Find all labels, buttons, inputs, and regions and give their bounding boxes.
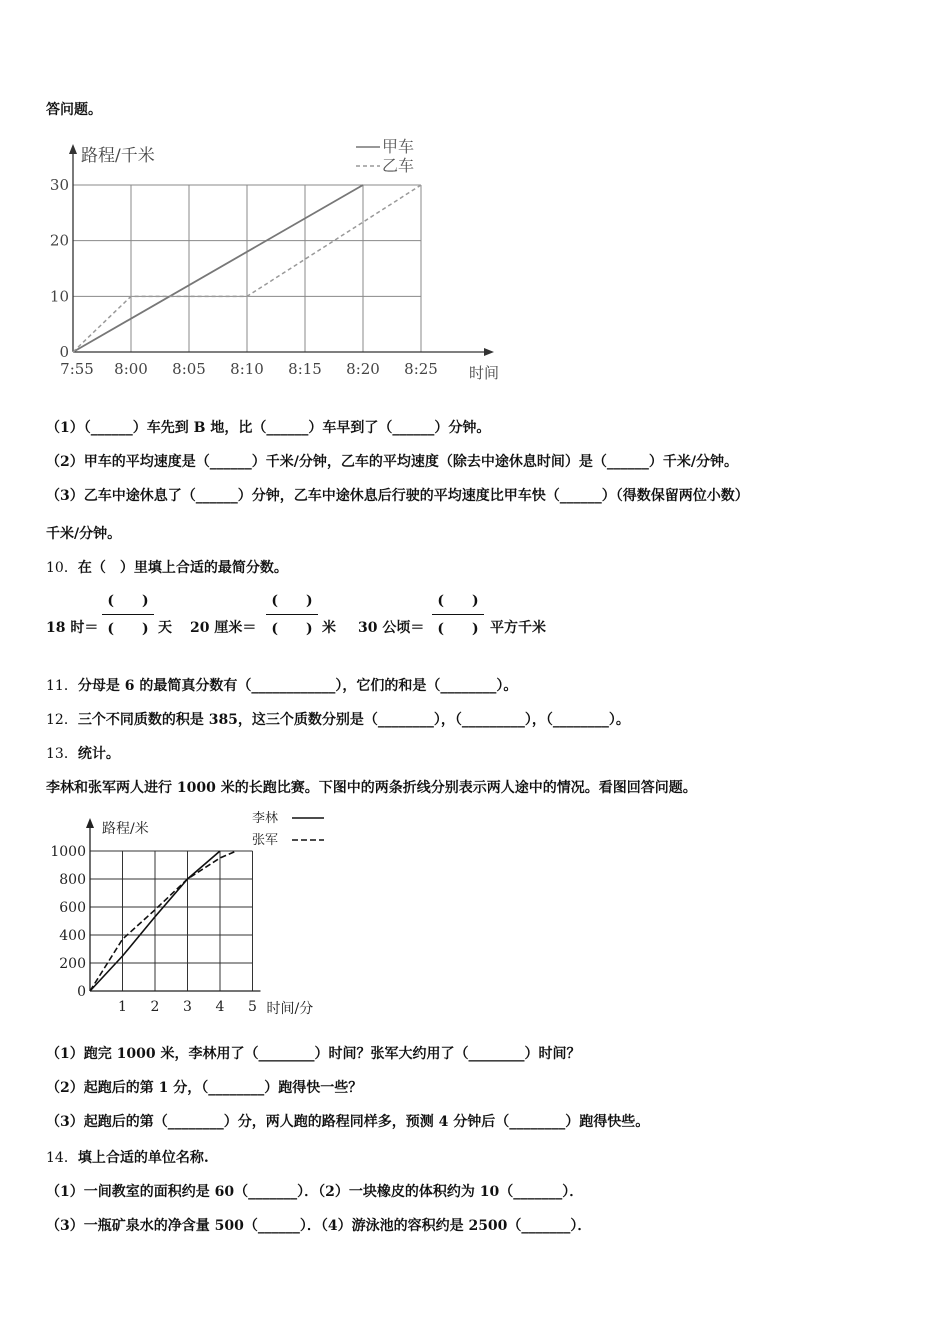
q10-item1-unit: 天 bbox=[158, 620, 172, 636]
q10-item1-numerator: ( ) bbox=[107, 593, 149, 609]
chart2-grid bbox=[90, 851, 253, 991]
q14-text: 填上合适的单位名称. bbox=[77, 1150, 209, 1166]
intro-text: 答问题。 bbox=[46, 102, 102, 118]
chart-car-distance bbox=[50, 128, 520, 390]
q10-item3-left: 30 公顷＝ bbox=[358, 620, 425, 636]
q10-item3-fraction-bar bbox=[432, 614, 484, 615]
chart1-x-tick-label: 8:25 bbox=[404, 360, 438, 378]
chart1-grid bbox=[73, 185, 421, 352]
chart1-x-tick-label: 8:00 bbox=[114, 360, 148, 378]
q11 bbox=[46, 676, 517, 696]
q13-text: 统计。 bbox=[77, 746, 120, 762]
q10-item2-unit: 米 bbox=[322, 620, 336, 636]
chart1-legend-yi-label: 乙车 bbox=[382, 156, 415, 175]
chart2-legend-zhangjun-label: 张军 bbox=[252, 833, 279, 848]
chart2-y-tick-label: 200 bbox=[59, 956, 86, 972]
q12-text: 三个不同质数的积是 385，这三个质数分别是（________），（_________），（________）。 bbox=[77, 712, 630, 728]
chart2-x-tick-label: 1 bbox=[118, 999, 127, 1015]
q14-number: 14． bbox=[46, 1150, 78, 1166]
chart2-y-tick-label: 1000 bbox=[50, 844, 86, 860]
chart1-x-tick-label: 8:10 bbox=[230, 360, 264, 378]
q14-line1: （1）一间教室的面积约是 60（_______）．（2）一块橡皮的体积约为 10（_______）． bbox=[46, 1184, 584, 1200]
q10-title bbox=[46, 558, 288, 578]
q10-item2-numerator: ( ) bbox=[271, 593, 313, 609]
chart2-y-tick-label: 400 bbox=[59, 928, 86, 944]
q13-part1: （1）跑完 1000 米，李林用了（________）时间？张军大约用了（________）时间？ bbox=[46, 1046, 581, 1062]
chart2-y-tick-label: 800 bbox=[59, 872, 86, 888]
chart2-legend-lilin-label: 李林 bbox=[252, 811, 279, 826]
q12-number: 12． bbox=[46, 712, 78, 728]
chart2-axes bbox=[86, 818, 261, 991]
chart2-x-tick-label: 5 bbox=[248, 999, 257, 1015]
q10-text: 在（ ）里填上合适的最简分数。 bbox=[77, 560, 288, 576]
chart2-x-tick-label: 3 bbox=[183, 999, 192, 1015]
chart1-legend-jia-label: 甲车 bbox=[382, 137, 415, 156]
chart1-x-tick-label: 8:15 bbox=[288, 360, 322, 378]
q13 bbox=[46, 744, 120, 764]
chart1-y-tick-label: 10 bbox=[50, 287, 69, 306]
q12 bbox=[46, 710, 630, 730]
chart-race-distance bbox=[40, 806, 340, 1024]
chart1-y-tick-label: 0 bbox=[59, 343, 69, 361]
q9-part3a: （3）乙车中途休息了（______）分钟，乙车中途休息后行驶的平均速度比甲车快（______）（得数保留两位小数） bbox=[46, 488, 749, 504]
q13-part3: （3）起跑后的第（________）分，两人跑的路程同样多，预测 4 分钟后（________）跑得快些。 bbox=[46, 1114, 650, 1130]
q13-number: 13． bbox=[46, 746, 78, 762]
q9-part1: （1）（______）车先到 B 地，比（______）车早到了（______）分钟。 bbox=[46, 420, 491, 436]
q10-number: 10． bbox=[46, 560, 78, 576]
chart1-x-tick-label: 8:20 bbox=[346, 360, 380, 378]
q10-item3-denominator: ( ) bbox=[437, 621, 479, 637]
q14-line2: （3）一瓶矿泉水的净含量 500（______）．（4）游泳池的容积约是 2500（_______）． bbox=[46, 1218, 592, 1234]
q14 bbox=[46, 1148, 209, 1168]
chart2-x-axis-label: 时间/分 bbox=[266, 1001, 314, 1017]
q10-item3-numerator: ( ) bbox=[437, 593, 479, 609]
chart2-y-tick-label: 0 bbox=[77, 984, 86, 1000]
chart1-y-axis-label: 路程/千米 bbox=[81, 146, 155, 166]
chart2-x-tick-label: 4 bbox=[215, 999, 225, 1015]
chart1-x-tick-label: 7:55 bbox=[60, 360, 94, 378]
chart2-y-arrow bbox=[86, 818, 94, 828]
q10-item3-unit: 平方千米 bbox=[490, 620, 546, 636]
q10-item2-left: 20 厘米＝ bbox=[190, 620, 257, 636]
q13-description: 李林和张军两人进行 1000 米的长跑比赛。下图中的两条折线分别表示两人途中的情况。看图回答问题。 bbox=[46, 780, 697, 796]
q10-item1-denominator: ( ) bbox=[107, 621, 149, 637]
q13-part2: （2）起跑后的第 1 分，（________）跑得快一些？ bbox=[46, 1080, 363, 1096]
q11-text: 分母是 6 的最简真分数有（____________），它们的和是（________）。 bbox=[77, 678, 518, 694]
chart2-y-axis-label: 路程/米 bbox=[102, 821, 149, 837]
chart1-labels bbox=[50, 137, 499, 382]
chart1-y-tick-label: 30 bbox=[50, 176, 69, 194]
q11-number: 11． bbox=[46, 678, 78, 694]
chart1-y-arrow bbox=[69, 144, 77, 154]
q9-part2: （2）甲车的平均速度是（______）千米/分钟，乙车的平均速度（除去中途休息时间）是（______）千米/分钟。 bbox=[46, 454, 738, 470]
q10-item2-denominator: ( ) bbox=[271, 621, 313, 637]
chart2-series bbox=[90, 851, 236, 991]
q10-item1-left: 18 时＝ bbox=[46, 620, 99, 636]
q10-item2-fraction-bar bbox=[266, 614, 318, 615]
q10-item1-fraction-bar bbox=[102, 614, 154, 615]
chart2-x-tick-label: 2 bbox=[150, 999, 160, 1015]
chart1-x-arrow bbox=[484, 348, 494, 356]
chart1-series-jia-line bbox=[73, 185, 363, 352]
chart2-y-tick-label: 600 bbox=[59, 900, 86, 916]
chart2-series-zhangjun-line bbox=[90, 851, 236, 991]
chart1-x-tick-label: 8:05 bbox=[172, 360, 206, 378]
chart1-axes bbox=[69, 144, 494, 356]
q9-part3b: 千米/分钟。 bbox=[46, 526, 122, 542]
chart1-x-axis-label: 时间 bbox=[468, 364, 500, 382]
chart1-y-tick-label: 20 bbox=[50, 231, 69, 250]
